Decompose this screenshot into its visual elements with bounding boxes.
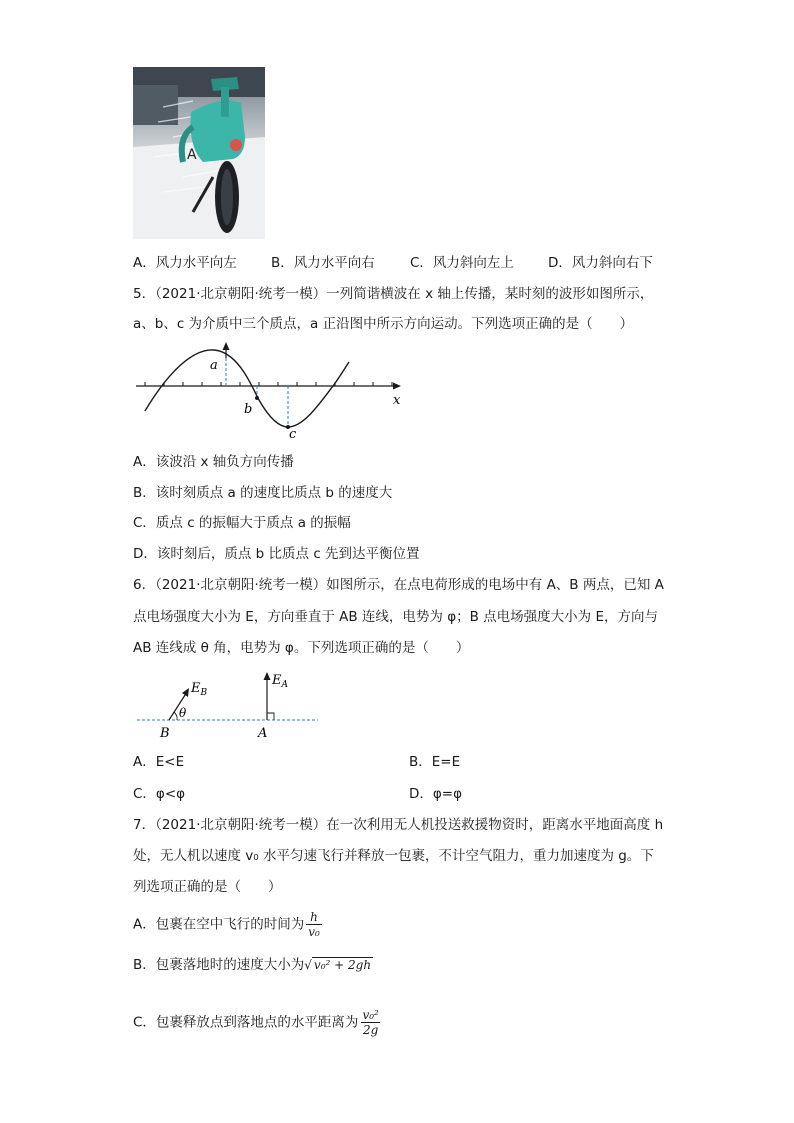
theta-label: θ [179,706,187,720]
label-b: b [244,402,253,417]
q6-stem-line1: 6．（2021·北京朝阳·统考一模）如图所示，在点电荷形成的电场中有 A、B 两点，已知 A [133,577,664,593]
svg-text:EA: $E_A$ [272,673,288,690]
distance-fraction: $\frac{\text{v₀²}}{2g}$ [362,1008,379,1037]
q7-stem-line1: 7．（2021·北京朝阳·统考一模）在一次利用无人机投送救援物资时，距离水平地面高度 h [133,817,664,833]
label-a: a [210,358,218,373]
q5-stem-line1: 5．（2021·北京朝阳·统考一模）一列简谐横波在 x 轴上传播，某时刻的波形如图所示， [133,286,654,302]
q4-option-d[interactable]: D．风力斜向右下 [548,255,653,271]
ea-label: E [272,673,282,688]
q4-option-a[interactable]: A．风力水平向左 [133,255,237,271]
q5-option-c[interactable]: C．质点 c 的振幅大于质点 a 的振幅 [133,515,351,531]
svg-text:EB: $E_B$ [191,681,208,698]
q4-option-c[interactable]: C．风力斜向左上 [410,255,514,271]
q5-option-b[interactable]: B．该时刻质点 a 的速度比质点 b 的速度大 [133,485,393,501]
q6-stem-line3: AB 连线成 θ 角，电势为 φ。下列选项正确的是（ ） [133,640,470,656]
eb-label: E [191,681,201,696]
q7-option-c[interactable]: C．包裹释放点到落地点的水平距离为 $\frac{\text{v₀²}}{2g}$ [133,1008,379,1037]
q6-option-d[interactable]: D．φ=φ [409,786,463,802]
q5-option-a[interactable]: A．该波沿 x 轴负方向传播 [133,454,294,470]
speed-sqrt: √ v₀² + 2gh [304,958,372,972]
q5-option-d[interactable]: D．该时刻后，质点 b 比质点 c 先到达平衡位置 [133,546,420,562]
q7-option-b[interactable]: B．包裹落地时的速度大小为√ v₀² + 2gh [133,957,372,973]
q5-stem-line2: a、b、c 为介质中三个质点，a 正沿图中所示方向运动。下列选项正确的是（ ） [133,316,634,332]
point-b-label: B [160,726,170,741]
q7-stem-line3: 列选项正确的是（ ） [133,879,282,895]
bicycle-photo [133,67,265,239]
q4-option-b[interactable]: B．风力水平向右 [271,255,375,271]
q6-option-b[interactable]: B．E=E [409,754,461,770]
q7-stem-line2: 处，无人机以速度 v₀ 水平匀速飞行并释放一包裹，不计空气阻力，重力加速度为 g。下 [133,848,654,864]
time-fraction: $\frac{h}{\text{v₀}}$ [308,910,320,939]
svg-text:A: A [187,147,197,163]
q6-option-c[interactable]: C．φ<φ [133,786,186,802]
label-x: x [393,393,401,408]
wave-figure [133,342,408,442]
field-figure [133,670,323,742]
q7-option-a[interactable]: A．包裹在空中飞行的时间为 $\frac{h}{\text{v₀}}$ [133,910,320,939]
point-a-label: A [258,726,268,741]
label-c: c [289,427,297,442]
q6-stem-line2: 点电场强度大小为 E，方向垂直于 AB 连线，电势为 φ；B 点电场强度大小为 E，方向与 [133,609,658,625]
q6-option-a[interactable]: A．E<E [133,754,185,770]
